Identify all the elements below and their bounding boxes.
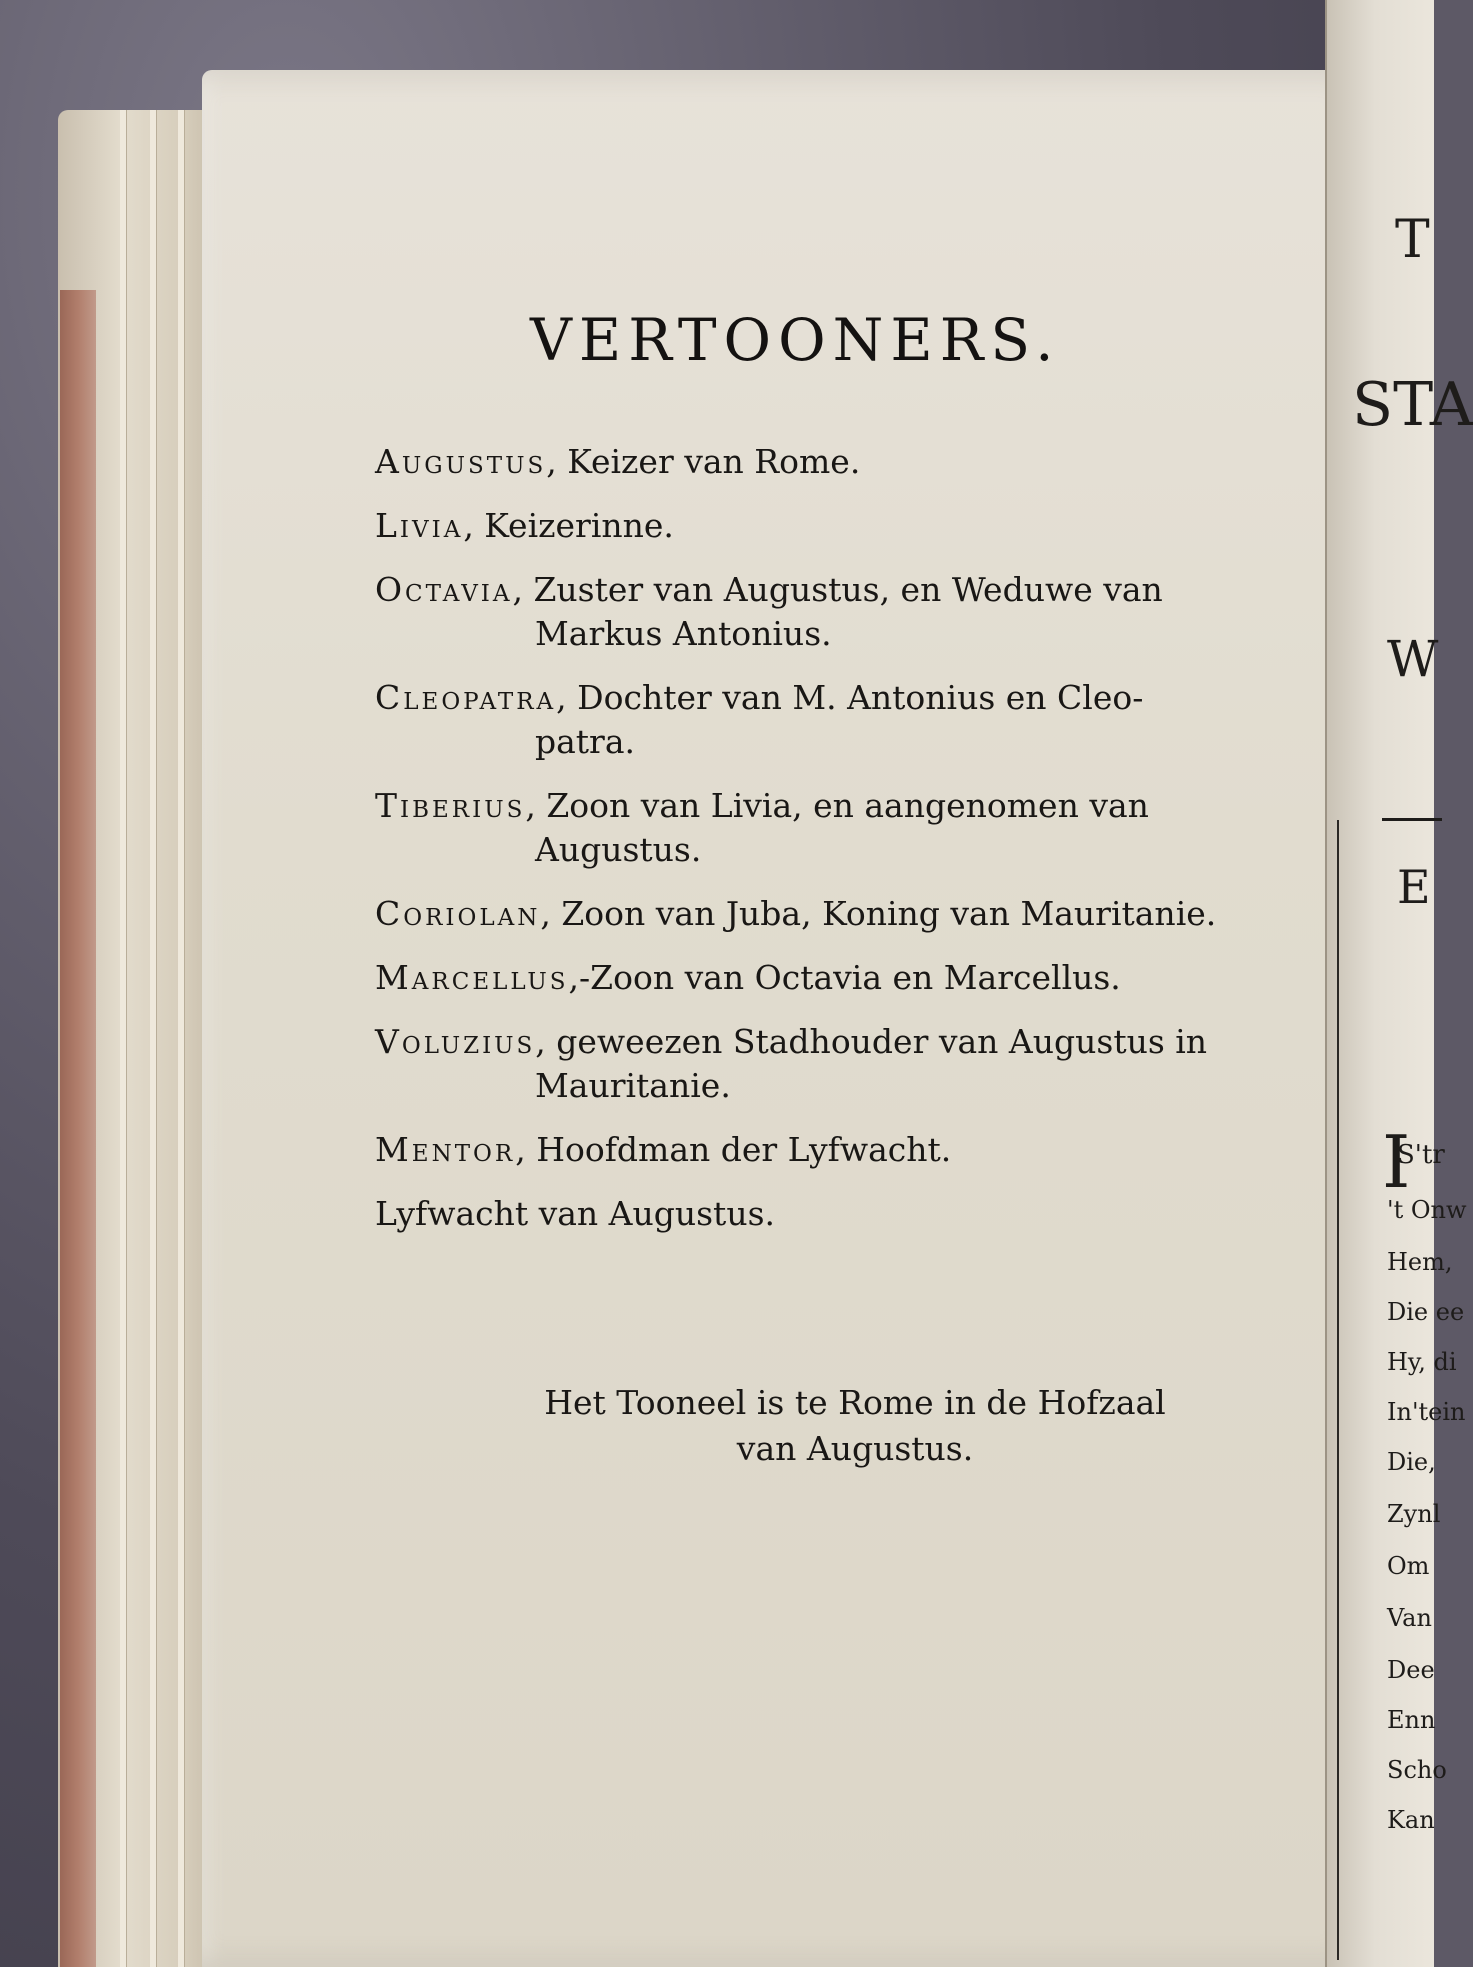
character-name: Augustus bbox=[375, 442, 547, 481]
spine-binding bbox=[60, 290, 96, 1967]
right-page-line: In'tein bbox=[1387, 1398, 1466, 1426]
page-edge bbox=[120, 110, 127, 1967]
right-page-heading: T bbox=[1395, 210, 1430, 270]
character-description: , Zuster van Augustus, en Weduwe van bbox=[512, 570, 1163, 609]
character-name: Marcellus bbox=[375, 958, 569, 997]
cast-entry bbox=[375, 566, 1335, 658]
page-title: VERTOONERS. bbox=[530, 306, 1061, 374]
right-page-rule bbox=[1382, 818, 1442, 821]
character-description: , Keizerinne. bbox=[463, 506, 674, 545]
cast-entry bbox=[375, 502, 1335, 550]
cast-list bbox=[375, 438, 1335, 1254]
right-page-heading: STA bbox=[1352, 370, 1473, 440]
character-name: Coriolan bbox=[375, 894, 541, 933]
cast-entry bbox=[375, 1126, 1335, 1174]
right-page-letter: E bbox=[1397, 860, 1431, 914]
right-page-line: Hem, bbox=[1387, 1248, 1453, 1276]
right-page-edge bbox=[1325, 0, 1473, 1967]
right-page-line: Kan bbox=[1387, 1806, 1435, 1834]
scene-line: van Augustus. bbox=[736, 1429, 974, 1468]
right-page-line: Enn bbox=[1387, 1706, 1436, 1734]
page-edge bbox=[178, 110, 185, 1967]
scene-line: Het Tooneel is te Rome in de Hofzaal bbox=[544, 1383, 1166, 1422]
cast-entry bbox=[375, 890, 1335, 938]
right-page-line: Die ee bbox=[1387, 1298, 1465, 1326]
right-page-line: Hy, di bbox=[1387, 1348, 1457, 1376]
character-name: Mentor bbox=[375, 1130, 516, 1169]
right-page-line: Die, bbox=[1387, 1448, 1436, 1476]
right-page-dropcap: I bbox=[1382, 1120, 1411, 1204]
cast-entry bbox=[375, 438, 1335, 486]
right-page-gutter-line bbox=[1337, 820, 1339, 1960]
right-page-line: S'tr bbox=[1397, 1140, 1445, 1170]
character-description: ,-Zoon van Octavia en Marcellus. bbox=[568, 958, 1121, 997]
cast-entry bbox=[375, 782, 1335, 874]
character-name: Voluzius bbox=[375, 1022, 536, 1061]
scene-setting bbox=[375, 1380, 1335, 1472]
right-page-line: Zynl bbox=[1387, 1500, 1441, 1528]
character-description-continued: Augustus. bbox=[535, 830, 702, 869]
character-description: , Zoon van Juba, Koning van Mauritanie. bbox=[540, 894, 1217, 933]
character-description: , Hoofdman der Lyfwacht. bbox=[515, 1130, 952, 1169]
character-description: , Zoon van Livia, en aangenomen van bbox=[525, 786, 1149, 825]
right-page-line: Van bbox=[1387, 1604, 1432, 1632]
cast-entry bbox=[375, 954, 1335, 1002]
character-name: Livia bbox=[375, 506, 464, 545]
right-page-line: 't Onw bbox=[1387, 1196, 1467, 1224]
right-page-line: Scho bbox=[1387, 1756, 1447, 1784]
character-description-continued: Mauritanie. bbox=[535, 1066, 731, 1105]
character-name: Cleopatra bbox=[375, 678, 557, 717]
character-description-continued: Markus Antonius. bbox=[535, 614, 832, 653]
character-description: , Keizer van Rome. bbox=[546, 442, 861, 481]
page-edge bbox=[150, 110, 157, 1967]
character-description: , Dochter van M. Antonius en Cleo- bbox=[556, 678, 1144, 717]
character-name: Octavia bbox=[375, 570, 513, 609]
cast-entry bbox=[375, 674, 1335, 766]
cast-entry-guards: Lyfwacht van Augustus. bbox=[375, 1194, 775, 1233]
cast-entry bbox=[375, 1018, 1335, 1110]
character-description: , geweezen Stadhouder van Augustus in bbox=[535, 1022, 1208, 1061]
character-description-continued: patra. bbox=[535, 722, 635, 761]
right-page-line: Om bbox=[1387, 1552, 1430, 1580]
character-name: Tiberius bbox=[375, 786, 526, 825]
right-page-subheading: W bbox=[1387, 630, 1439, 688]
right-page-line: Dee bbox=[1387, 1656, 1435, 1684]
